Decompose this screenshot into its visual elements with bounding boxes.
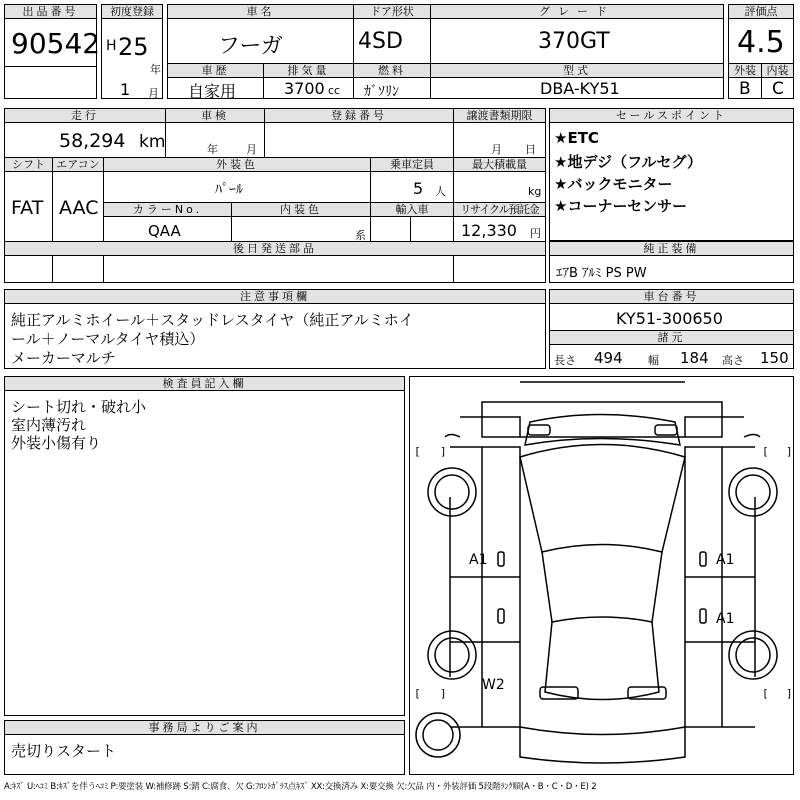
- month-unit: 月: [148, 87, 159, 100]
- month-number: 1: [120, 80, 131, 99]
- capacity-unit: 人: [435, 185, 446, 198]
- history-label: 車歴: [168, 64, 263, 78]
- notes-line: 純正アルミホイール＋スタッドレスタイヤ（純正アルミホイ: [11, 311, 414, 329]
- displacement-label: 排気量: [264, 64, 353, 78]
- car-name-label: 車名: [168, 5, 353, 19]
- model-label: 型式: [431, 64, 723, 78]
- damage-mark-left-front-door: A1: [469, 552, 488, 568]
- sales-points-label: セールスポイント: [550, 109, 793, 123]
- fuel-label: 燃料: [354, 64, 430, 78]
- score: 4.5: [737, 25, 785, 60]
- notes-line: ール＋ノーマルタイヤ積込）: [11, 330, 205, 348]
- door-type: 4SD: [358, 29, 403, 54]
- car-outline-diagram: [410, 377, 793, 774]
- fuel: ｶﾞｿﾘﾝ: [364, 84, 399, 100]
- width-label: 幅: [648, 354, 659, 367]
- vehicle-info-table: [167, 4, 724, 99]
- inspection-year-unit: 年: [207, 143, 218, 156]
- displacement-unit: cc: [328, 84, 341, 97]
- equipment-value: ｴｱB ｱﾙﾐ PS PW: [556, 266, 647, 281]
- color-number: QAA: [148, 222, 181, 240]
- svg-text:[: [: [762, 687, 769, 700]
- exterior-color-label: 外装色: [104, 158, 370, 172]
- height-value: 150: [760, 349, 789, 367]
- equipment-box: [549, 241, 794, 283]
- import-label: 輸入車: [371, 203, 453, 217]
- shift: FAT: [11, 197, 44, 219]
- length-label: 長さ: [554, 354, 576, 367]
- exterior-label: 外装: [729, 64, 761, 78]
- transfer-day-unit: 日: [525, 143, 536, 156]
- svg-text:[: [: [762, 445, 769, 458]
- width-value: 184: [680, 349, 709, 367]
- notes-label: 注意事項欄: [5, 290, 545, 304]
- notes-line: メーカーマルチ: [11, 349, 116, 367]
- transfer-month-unit: 月: [491, 143, 502, 156]
- aircon: AAC: [59, 197, 99, 219]
- interior-grade: C: [772, 79, 784, 99]
- shift-label: シフト: [5, 158, 52, 172]
- svg-text:[: [: [414, 687, 421, 700]
- length-value: 494: [594, 349, 623, 367]
- damage-diagram: [409, 376, 794, 775]
- transfer-deadline-label: 譲渡書類期限: [454, 109, 545, 123]
- svg-text:[: [: [414, 445, 421, 458]
- interior-color-unit: 系: [355, 229, 366, 242]
- chassis-label: 車台番号: [550, 290, 793, 304]
- sales-point-item: ★バックモニター: [554, 175, 673, 193]
- first-registration-label: 初度登録: [102, 5, 162, 19]
- model: DBA-KY51: [540, 79, 620, 98]
- mileage-label: 走行: [5, 109, 165, 123]
- aircon-label: エアコン: [53, 158, 103, 172]
- inspector-label: 検査員記入欄: [5, 377, 404, 391]
- inspection-month-unit: 月: [246, 143, 257, 156]
- svg-text:]: ]: [786, 687, 793, 700]
- recycle-fee-label: リサイクル預託金: [454, 203, 545, 217]
- interior-color-label: 内装色: [232, 203, 370, 217]
- lot-number-box: [4, 4, 101, 99]
- year-unit: 年: [150, 63, 161, 76]
- car-name: フーガ: [218, 34, 283, 59]
- first-registration-box: [101, 4, 163, 99]
- registration-number-label: 登録番号: [265, 109, 453, 123]
- score-label: 評価点: [729, 5, 793, 19]
- svg-text:]: ]: [786, 445, 793, 458]
- notes-box: [4, 289, 546, 369]
- inspector-line: シート切れ・破れ小: [11, 398, 147, 416]
- svg-text:]: ]: [440, 687, 447, 700]
- office-notice: 売切りスタート: [11, 742, 117, 760]
- chassis-number: KY51-300650: [616, 309, 723, 328]
- exterior-grade: B: [739, 79, 751, 99]
- max-load-label: 最大積載量: [454, 158, 545, 172]
- damage-mark-right-rear-door: A1: [716, 611, 735, 627]
- svg-text:]: ]: [440, 445, 447, 458]
- history: 自家用: [188, 82, 237, 101]
- recycle-fee: 12,330: [461, 221, 517, 240]
- inspector-line: 室内薄汚れ: [11, 416, 87, 434]
- inspector-box: [4, 376, 405, 716]
- max-load-unit: kg: [528, 185, 542, 198]
- chassis-box: [549, 289, 794, 369]
- mileage-unit: km: [139, 132, 166, 152]
- details-table: [4, 108, 546, 283]
- specs-label: 諸元: [550, 331, 793, 345]
- sales-points-box: [549, 108, 794, 241]
- legend-text: A:ｷｽﾞ U:ﾍｺﾐ B:ｷｽﾞを伴うﾍｺﾐ P:要塗装 W:補修跡 S:錆 C:腐食、欠 G:ﾌﾛﾝﾄｶﾞﾗｽ点ｷｽﾞ XX:交換済み X:要交換 欠:欠品 内・外装評価 5段階ﾗﾝｸ順(A・B・C・D・E) 2: [4, 782, 597, 792]
- sales-point-item: ★地デジ（フルセグ）: [554, 153, 702, 171]
- lot-number: 90542: [11, 27, 101, 60]
- inspector-line: 外装小傷有り: [11, 434, 102, 452]
- damage-mark-right-front-door: A1: [716, 552, 735, 568]
- equipment-label: 純正装備: [550, 242, 793, 256]
- office-notice-label: 事務局よりご案内: [5, 721, 404, 735]
- interior-label: 内装: [762, 64, 793, 78]
- later-parts-label: 後日発送部品: [5, 242, 545, 256]
- damage-mark-rear-left: W2: [482, 677, 505, 693]
- door-label: ドア形状: [354, 5, 430, 19]
- inspection-label: 車検: [166, 109, 264, 123]
- office-notice-box: [4, 720, 405, 775]
- era: H: [106, 38, 117, 54]
- lot-number-label: 出品番号: [5, 5, 96, 19]
- score-box: [728, 4, 794, 99]
- grade-label: グレード: [431, 5, 723, 19]
- color-number-label: カラーNo.: [104, 203, 231, 217]
- exterior-color: ﾊﾟｰﾙ: [215, 182, 243, 198]
- sales-point-item: ★ETC: [554, 129, 599, 147]
- grade: 370GT: [538, 29, 610, 54]
- recycle-fee-unit: 円: [530, 227, 541, 240]
- capacity-label: 乗車定員: [371, 158, 453, 172]
- capacity: 5: [413, 179, 424, 198]
- sales-point-item: ★コーナーセンサー: [554, 197, 688, 215]
- year-number: 25: [118, 33, 149, 61]
- mileage: 58,294: [59, 130, 126, 152]
- height-label: 高さ: [722, 354, 744, 367]
- displacement: 3700: [284, 79, 325, 98]
